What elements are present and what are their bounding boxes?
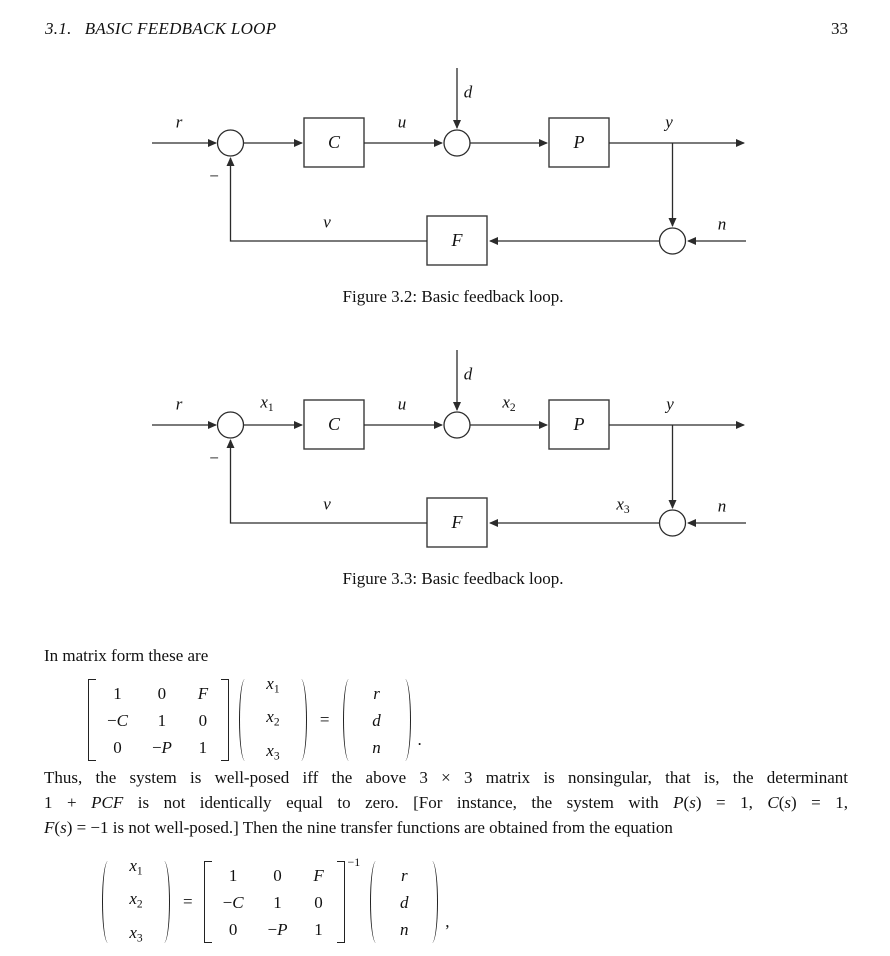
text-run: 0: [314, 892, 323, 912]
summing-junction-noise: [660, 510, 686, 536]
right-square-bracket: [337, 861, 345, 943]
matrix-cell: [199, 708, 208, 733]
text-run: PCF: [91, 793, 124, 812]
text-run: 2: [509, 402, 516, 414]
input-vector: [384, 860, 424, 944]
matrix-cell: [198, 681, 208, 706]
text-run: 1: [113, 683, 122, 703]
state-vector: [253, 673, 293, 763]
text-run: x: [260, 392, 268, 412]
text-run: 1: [198, 737, 208, 757]
text-run: F: [313, 865, 324, 885]
minus-sign: −: [208, 448, 220, 468]
text-run: x: [129, 889, 137, 909]
text-run: C: [116, 710, 128, 730]
text-run: −: [151, 737, 162, 757]
matrix-cell: [113, 735, 122, 760]
signal-label-r: r: [175, 394, 183, 414]
matrix-equation-1: [88, 673, 422, 763]
text-run: 0: [157, 683, 167, 703]
text-run: 1: [273, 683, 280, 696]
text-run: 1: [136, 865, 143, 878]
summing-junction-disturbance: [444, 130, 470, 156]
signal-label-x3: [616, 496, 629, 517]
vector-cell: [401, 863, 408, 888]
text-run: x: [129, 855, 137, 875]
block-label-F: F: [451, 230, 463, 250]
matrix-cell: [229, 863, 238, 888]
text-run: 1: [157, 710, 167, 730]
text-run: P: [277, 919, 288, 939]
text-run: 3: [136, 932, 143, 945]
left-square-bracket: [88, 679, 96, 761]
matrix-cell: [314, 890, 323, 915]
text-run: x: [266, 673, 274, 693]
matrix-cell: [152, 735, 172, 760]
summing-junction-input: [218, 412, 244, 438]
equation-comma: ,: [445, 912, 450, 931]
text-run: is not identically equal to zero. [For instance, the system with: [123, 793, 674, 812]
signal-label-x2: [502, 394, 515, 415]
coefficient-matrix: [212, 860, 337, 944]
matrix-equation-2: [100, 855, 450, 945]
input-vector: [357, 678, 397, 762]
text-run: n: [400, 919, 409, 939]
matrix-cell: [314, 917, 323, 942]
body-paragraph: [44, 765, 848, 840]
text-run: x: [616, 494, 624, 514]
signal-label-n: n: [717, 214, 727, 234]
text-run: s: [689, 793, 696, 812]
paragraph-line: [44, 765, 848, 790]
signal-label-u: u: [397, 112, 407, 132]
text-run: −: [107, 710, 117, 730]
intro-text: In matrix form these are: [44, 646, 209, 665]
matrix-cell: [273, 863, 282, 888]
text-run: 1: [273, 892, 282, 912]
text-run: 1: [228, 865, 238, 885]
text-run: x: [266, 707, 274, 727]
figure-3-3-diagram: [152, 350, 746, 547]
vector-cell: [400, 890, 409, 915]
signal-label-y: y: [665, 112, 673, 132]
paragraph-line: [44, 815, 848, 840]
summing-junction-input: [218, 130, 244, 156]
signal-label-v: v: [323, 494, 331, 514]
section-title: BASIC FEEDBACK LOOP: [84, 19, 277, 38]
vector-cell: [372, 708, 381, 733]
text-run: n: [372, 737, 381, 757]
right-paren: [158, 861, 170, 943]
figure-3-2-diagram: [152, 68, 746, 265]
matrix-cell: [199, 735, 208, 760]
summing-junction-disturbance: [444, 412, 470, 438]
matrix-cell: [273, 890, 282, 915]
vector-cell: [129, 853, 142, 885]
equation-period: .: [417, 730, 422, 749]
summing-junction-noise: [660, 228, 686, 254]
text-run: 0: [228, 919, 238, 939]
minus-sign: −: [208, 166, 220, 186]
inverse-exponent: −1: [347, 855, 361, 869]
text-run: 3: [623, 504, 630, 516]
matrix-cell: [223, 890, 244, 915]
text-run: 3: [273, 750, 280, 763]
text-run: C: [232, 892, 244, 912]
text-run: 1 +: [44, 793, 92, 812]
text-run: s: [60, 818, 67, 837]
signal-label-r: r: [175, 112, 183, 132]
right-square-bracket: [221, 679, 229, 761]
vector-cell: [266, 704, 279, 736]
figure-3-2-caption: Figure 3.2: Basic feedback loop.: [342, 287, 564, 306]
signal-label-u: u: [397, 394, 407, 414]
block-label-P: P: [573, 414, 585, 434]
matrix-cell: [229, 917, 238, 942]
text-run: −: [222, 892, 233, 912]
signal-label-d: d: [463, 364, 473, 384]
signal-label-y: y: [666, 394, 674, 414]
vector-cell: [266, 671, 279, 703]
text-run: 0: [198, 710, 208, 730]
right-paren: [399, 679, 411, 761]
matrix-cell: [107, 708, 128, 733]
matrix-cell: [313, 863, 323, 888]
signal-label-x1: [260, 394, 273, 415]
paragraph-line: [44, 790, 848, 815]
text-run: d: [400, 892, 409, 912]
text-run: 1: [314, 919, 323, 939]
page-number: 33: [831, 19, 848, 38]
text-run: ) = 1,: [790, 793, 849, 812]
text-run: 2: [136, 898, 143, 911]
text-run: r: [373, 683, 380, 703]
text-run: (: [778, 793, 785, 812]
text-run: 1: [267, 402, 274, 414]
text-run: F: [44, 818, 55, 837]
vector-cell: [400, 917, 409, 942]
text-run: F: [197, 683, 209, 703]
vector-cell: [129, 920, 142, 952]
equals-sign: =: [319, 710, 330, 729]
right-paren: [426, 861, 438, 943]
equals-sign: =: [183, 892, 193, 911]
text-run: (: [683, 793, 690, 812]
coefficient-matrix: [96, 678, 221, 762]
section-number: 3.1.: [45, 19, 72, 38]
state-vector: [116, 855, 156, 945]
left-paren: [239, 679, 251, 761]
text-run: 2: [273, 716, 280, 729]
left-paren: [370, 861, 382, 943]
text-run: x: [129, 922, 137, 942]
text-run: P: [673, 793, 684, 812]
figure-3-3-caption: Figure 3.3: Basic feedback loop.: [342, 569, 564, 588]
vector-cell: [373, 681, 380, 706]
right-paren: [295, 679, 307, 761]
text-run: s: [784, 793, 791, 812]
block-label-P: P: [573, 132, 585, 152]
matrix-cell: [158, 708, 167, 733]
text-run: −: [267, 919, 278, 939]
signal-label-v: v: [323, 212, 331, 232]
text-run: 0: [273, 865, 282, 885]
matrix-cell: [268, 917, 288, 942]
text-run: C: [767, 793, 779, 812]
left-paren: [102, 861, 114, 943]
matrix-cell: [113, 681, 122, 706]
block-label-C: C: [327, 132, 341, 152]
text-run: x: [266, 740, 274, 760]
text-run: d: [372, 710, 381, 730]
text-run: ) = −1 is not well-posed.] Then the nine transfer functions are obtained from the equation: [66, 818, 673, 837]
text-run: 0: [113, 737, 122, 757]
text-run: (: [54, 818, 61, 837]
text-run: ) = 1,: [695, 793, 768, 812]
matrix-cell: [158, 681, 167, 706]
vector-cell: [372, 735, 381, 760]
left-square-bracket: [204, 861, 212, 943]
left-paren: [343, 679, 355, 761]
signal-label-d: d: [463, 82, 473, 102]
text-run: Thus, the system is well-posed iff the above 3 × 3 matrix is nonsingular, that is, the determinant: [44, 768, 848, 787]
block-label-F: F: [451, 512, 463, 532]
vector-cell: [129, 886, 142, 918]
signal-label-n: n: [717, 496, 727, 516]
text-run: x: [502, 392, 510, 412]
text-run: r: [400, 865, 408, 885]
text-run: P: [161, 737, 172, 757]
block-label-C: C: [327, 414, 341, 434]
